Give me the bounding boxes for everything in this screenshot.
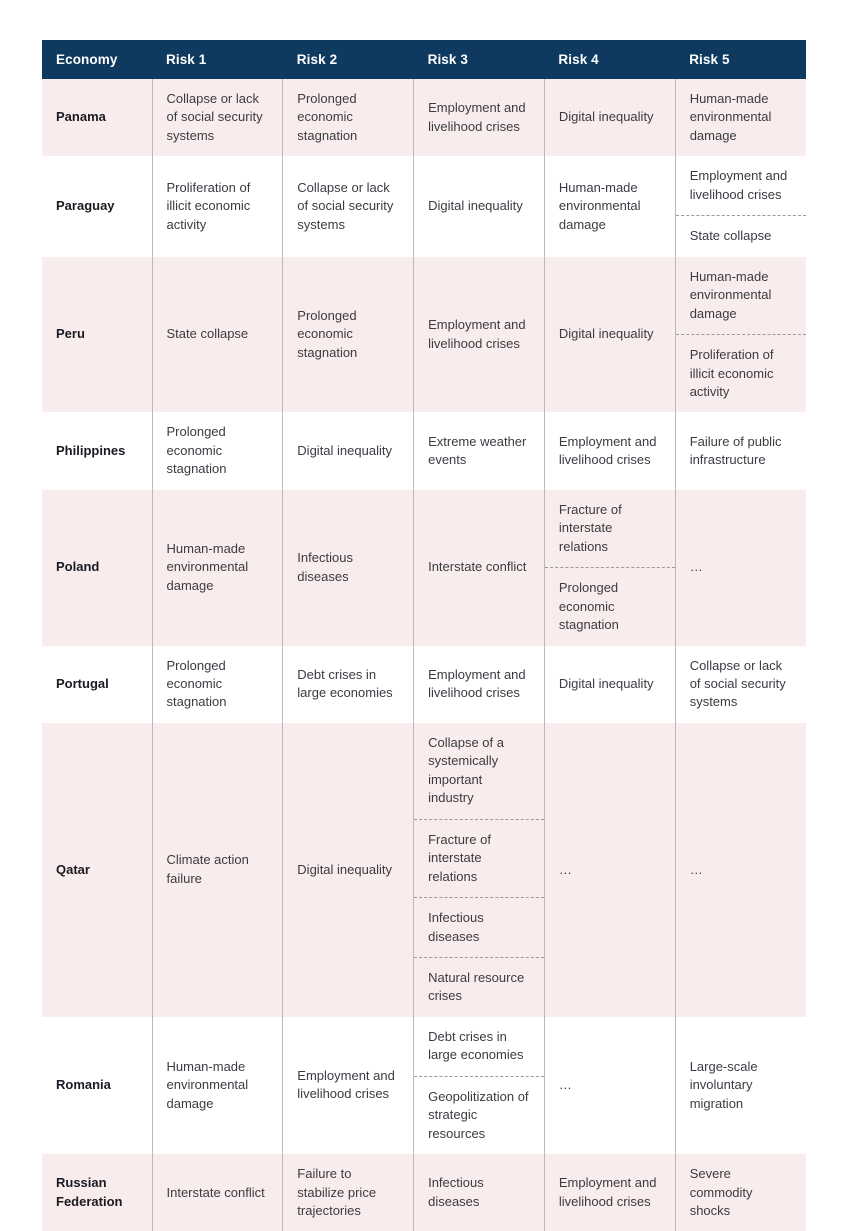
risk-stack xyxy=(283,850,413,890)
risk-item: State collapse xyxy=(166,326,249,342)
risk-cell-1 xyxy=(152,79,283,156)
column-header-risk-2: Risk 2 xyxy=(283,40,414,79)
risk-item: Digital inequality xyxy=(428,198,523,214)
risk-cell-4 xyxy=(544,723,675,1017)
table-row xyxy=(42,79,806,156)
risk-cell-1 xyxy=(152,723,283,1017)
risk-item: Employment and livelihood crises xyxy=(428,317,526,351)
risk-cell-2 xyxy=(283,79,414,156)
column-header-economy: Economy xyxy=(42,40,152,79)
risk-item: Human-made environmental damage xyxy=(689,91,772,143)
risk-cell-3 xyxy=(414,1154,545,1231)
risk-item: Natural resource crises xyxy=(414,957,544,1017)
risk-cell-4 xyxy=(544,79,675,156)
risk-item: Prolonged economic stagnation xyxy=(166,657,227,710)
economy-name-cell: Peru xyxy=(42,257,152,413)
risk-stack xyxy=(283,538,413,597)
risk-cell-2 xyxy=(283,1154,414,1231)
risk-item: Interstate conflict xyxy=(428,559,527,575)
risk-ellipsis: … xyxy=(689,861,704,877)
risk-stack xyxy=(676,422,806,481)
risk-stack xyxy=(153,1047,283,1124)
risk-item: Proliferation of illicit economic activity xyxy=(676,334,806,412)
risk-item: Employment and livelihood crises xyxy=(558,1175,657,1209)
risk-stack xyxy=(414,422,544,481)
risk-stack xyxy=(545,314,675,354)
economy-name-cell: Paraguay xyxy=(42,156,152,256)
risk-stack xyxy=(153,646,283,723)
risk-cell-2 xyxy=(283,723,414,1017)
risk-item: Infectious diseases xyxy=(297,550,353,584)
column-header-risk-5: Risk 5 xyxy=(675,40,806,79)
economy-name-cell: Poland xyxy=(42,490,152,646)
risk-cell-3 xyxy=(414,490,545,646)
risk-stack xyxy=(153,412,283,489)
risk-stack xyxy=(283,431,413,471)
risk-item: Debt crises in large economies xyxy=(428,1028,524,1063)
table-header xyxy=(42,40,806,79)
risk-cell-3 xyxy=(414,1017,545,1154)
risk-stack xyxy=(153,529,283,606)
risk-stack xyxy=(153,840,283,899)
risk-stack xyxy=(676,156,806,256)
table-row xyxy=(42,1154,806,1231)
risk-item: State collapse xyxy=(676,215,806,256)
risk-table-container xyxy=(42,40,806,1231)
economy-name-cell: Portugal xyxy=(42,646,152,723)
risk-cell-5 xyxy=(675,1017,806,1154)
risk-stack xyxy=(545,422,675,481)
risk-item: Human-made environmental damage xyxy=(689,268,772,321)
risk-stack xyxy=(545,1163,675,1222)
risk-item: Infectious diseases xyxy=(414,897,544,957)
risk-cell-5 xyxy=(675,1154,806,1231)
risk-cell-4 xyxy=(544,1017,675,1154)
risk-item: Fracture of interstate relations xyxy=(558,501,622,554)
risk-stack xyxy=(414,655,544,714)
risk-stack xyxy=(153,79,283,156)
risk-item: Digital inequality xyxy=(297,442,392,458)
risk-item: Human-made environmental damage xyxy=(558,179,641,232)
risk-cell-5 xyxy=(675,156,806,256)
risk-item: Collapse of a systemically important industry xyxy=(428,734,504,806)
risk-cell-4 xyxy=(544,1154,675,1231)
risk-cell-5 xyxy=(675,723,806,1017)
risk-item: Extreme weather events xyxy=(428,433,527,468)
risk-item: Employment and livelihood crises xyxy=(558,433,657,468)
risk-item: Debt crises in large economies xyxy=(297,666,393,701)
risk-item: Digital inequality xyxy=(558,326,654,342)
risk-cell-5 xyxy=(675,490,806,646)
risk-item: Fracture of interstate relations xyxy=(414,819,544,897)
economy-name-cell: Russian Federation xyxy=(42,1154,152,1231)
risk-cell-2 xyxy=(283,646,414,723)
risk-cell-3 xyxy=(414,723,545,1017)
risk-cell-2 xyxy=(283,156,414,256)
risk-item: Employment and livelihood crises xyxy=(428,666,526,701)
risk-stack xyxy=(676,257,806,413)
risk-stack xyxy=(283,1154,413,1231)
risk-stack xyxy=(283,296,413,373)
risk-item: Employment and livelihood crises xyxy=(297,1068,395,1102)
risk-ellipsis: … xyxy=(689,559,704,575)
risk-cell-2 xyxy=(283,257,414,413)
risk-cell-1 xyxy=(152,1154,283,1231)
risk-stack xyxy=(676,79,806,156)
risk-stack xyxy=(545,1065,675,1105)
risk-stack xyxy=(414,305,544,364)
risk-stack xyxy=(414,186,544,226)
risk-stack xyxy=(283,1056,413,1115)
risk-cell-3 xyxy=(414,257,545,413)
risk-cell-1 xyxy=(152,646,283,723)
table-row xyxy=(42,646,806,723)
column-header-risk-4: Risk 4 xyxy=(544,40,675,79)
risk-cell-1 xyxy=(152,257,283,413)
risk-stack xyxy=(676,646,806,723)
risk-cell-4 xyxy=(544,646,675,723)
risk-item: Digital inequality xyxy=(297,861,392,877)
risk-cell-2 xyxy=(283,1017,414,1154)
risk-item: Human-made environmental damage xyxy=(166,1058,249,1111)
risk-stack xyxy=(414,547,544,587)
risk-cell-4 xyxy=(544,412,675,489)
risk-item: Digital inequality xyxy=(558,675,654,691)
risk-stack xyxy=(545,664,675,704)
economy-name-cell: Romania xyxy=(42,1017,152,1154)
risk-stack xyxy=(545,850,675,890)
economy-name-cell: Philippines xyxy=(42,412,152,489)
table-row xyxy=(42,412,806,489)
risk-item: Climate action failure xyxy=(166,852,249,886)
risk-ellipsis: … xyxy=(558,861,573,877)
risk-item: Failure to stabilize price trajectories xyxy=(297,1166,377,1219)
column-header-risk-3: Risk 3 xyxy=(414,40,545,79)
risk-item: Digital inequality xyxy=(558,109,654,125)
risk-cell-1 xyxy=(152,490,283,646)
table-row xyxy=(42,1017,806,1154)
risk-item: Prolonged economic stagnation xyxy=(166,424,227,477)
risk-cell-1 xyxy=(152,412,283,489)
risk-cell-2 xyxy=(283,412,414,489)
risk-item: Prolonged economic stagnation xyxy=(297,91,358,143)
risk-item: Employment and livelihood crises xyxy=(428,100,526,134)
header-row xyxy=(42,40,806,79)
risk-cell-4 xyxy=(544,490,675,646)
risk-cell-3 xyxy=(414,646,545,723)
risk-stack xyxy=(676,547,806,587)
risk-cell-1 xyxy=(152,156,283,256)
risk-item: Failure of public infrastructure xyxy=(689,433,782,468)
risk-item: Collapse or lack of social security systems xyxy=(689,657,786,710)
risk-item: Prolonged economic stagnation xyxy=(297,307,358,360)
risk-stack xyxy=(153,1173,283,1213)
risk-stack xyxy=(545,490,675,646)
risk-stack xyxy=(414,88,544,147)
risk-stack xyxy=(414,1163,544,1222)
risk-stack xyxy=(153,314,283,354)
risk-stack xyxy=(283,79,413,156)
risk-cell-5 xyxy=(675,257,806,413)
risk-cell-3 xyxy=(414,79,545,156)
column-header-risk-1: Risk 1 xyxy=(152,40,283,79)
risk-item: Human-made environmental damage xyxy=(166,540,249,593)
risk-stack xyxy=(414,723,544,1017)
risk-item: Large-scale involuntary migration xyxy=(689,1058,758,1111)
risk-item: Proliferation of illicit economic activity xyxy=(166,179,251,232)
risk-cell-5 xyxy=(675,79,806,156)
economy-name-cell: Qatar xyxy=(42,723,152,1017)
risk-item: Prolonged economic stagnation xyxy=(545,567,675,645)
risk-cell-1 xyxy=(152,1017,283,1154)
risk-ellipsis: … xyxy=(558,1077,573,1093)
risk-item: Employment and livelihood crises xyxy=(689,168,788,202)
risk-stack xyxy=(545,97,675,137)
risk-stack xyxy=(676,1047,806,1124)
risk-stack xyxy=(283,655,413,714)
risk-cell-4 xyxy=(544,156,675,256)
economy-name-cell: Panama xyxy=(42,79,152,156)
risk-stack xyxy=(153,168,283,245)
risk-item: Severe commodity shocks xyxy=(689,1166,753,1219)
risk-item: Collapse or lack of social security systems xyxy=(297,179,394,232)
risk-cell-4 xyxy=(544,257,675,413)
table-body xyxy=(42,79,806,1231)
table-row xyxy=(42,156,806,256)
risk-cell-3 xyxy=(414,412,545,489)
table-row xyxy=(42,257,806,413)
risk-cell-5 xyxy=(675,646,806,723)
risk-item: Infectious diseases xyxy=(428,1175,484,1209)
risk-item: Interstate conflict xyxy=(166,1184,265,1200)
table-row xyxy=(42,723,806,1017)
risk-cell-2 xyxy=(283,490,414,646)
risk-stack xyxy=(676,1154,806,1231)
global-risks-by-economy-table xyxy=(42,40,806,1231)
table-row xyxy=(42,490,806,646)
risk-stack xyxy=(545,168,675,245)
risk-item: Geopolitization of strategic resources xyxy=(414,1076,544,1154)
risk-cell-5 xyxy=(675,412,806,489)
risk-stack xyxy=(676,850,806,890)
risk-stack xyxy=(283,168,413,245)
risk-stack xyxy=(414,1017,544,1154)
risk-cell-3 xyxy=(414,156,545,256)
risk-item: Collapse or lack of social security systems xyxy=(166,91,263,143)
